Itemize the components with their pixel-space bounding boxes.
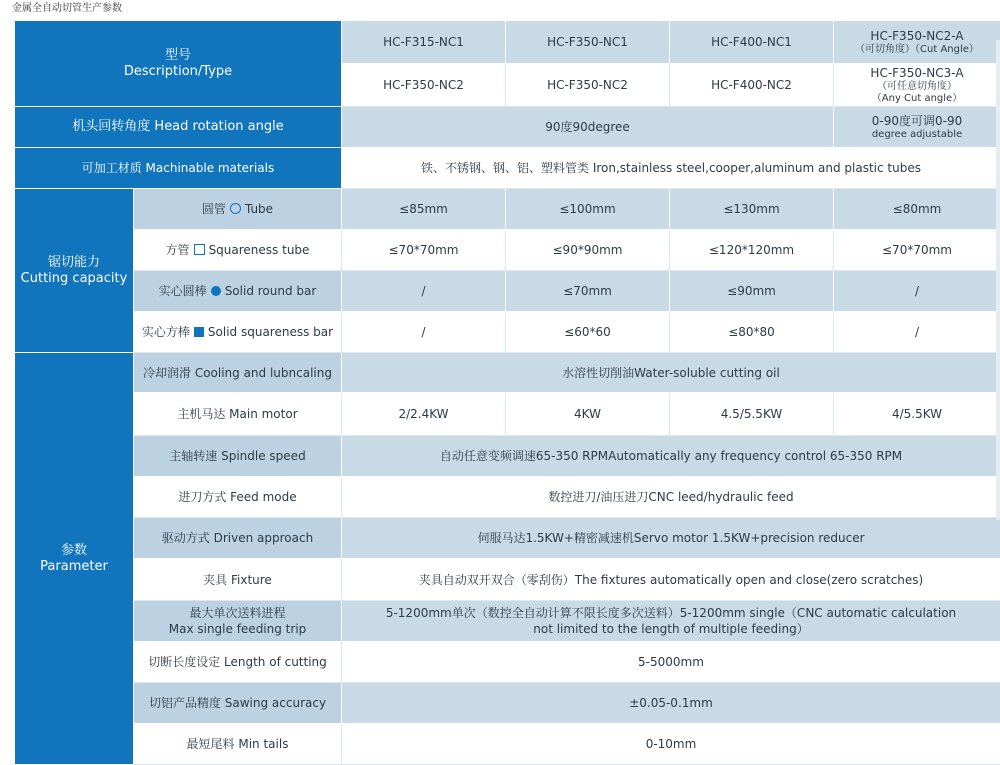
trip-label-en: Max single feeding trip <box>138 621 337 637</box>
tails-value: 0-10mm <box>342 724 1000 765</box>
model-label-cell <box>15 21 342 107</box>
trip-value-line2: not limited to the length of multiple feeding） <box>346 621 996 637</box>
cutting-group-cn: 锯切能力 <box>19 255 129 271</box>
motor-value: 4.5/5.5KW <box>670 393 834 436</box>
tails-label: 最短尾料 Min tails <box>134 724 342 765</box>
accuracy-value: ±0.05-0.1mm <box>342 683 1000 724</box>
cutting-row <box>15 312 1000 353</box>
spec-table-wrapper <box>14 20 1000 765</box>
spindle-label: 主轴转速 Spindle speed <box>134 436 342 477</box>
tails-row <box>15 724 1000 765</box>
materials-label: 可加工材质 Machinable materials <box>15 148 342 189</box>
rotation-value: 90度90degree <box>342 107 834 148</box>
cutting-label <box>134 189 342 230</box>
length-label: 切断长度设定 Length of cutting <box>134 642 342 683</box>
cooling-value: 水溶性切削油Water-soluble cutting oil <box>342 353 1000 393</box>
cutting-value: / <box>834 271 1000 312</box>
model-cell: HC-F315-NC1 <box>342 21 506 64</box>
cooling-label: 冷却润滑 Cooling and lubncaling <box>134 353 342 393</box>
cutting-label-en: Solid round bar <box>225 284 317 298</box>
cutting-value: ≤90*90mm <box>506 230 670 271</box>
model-cell: HC-F400-NC1 <box>670 21 834 64</box>
circle-outline-icon <box>230 203 241 214</box>
cutting-value: ≤100mm <box>506 189 670 230</box>
cutting-value: / <box>342 312 506 353</box>
cutting-value: ≤85mm <box>342 189 506 230</box>
cutting-row <box>15 271 1000 312</box>
cutting-label-en: Squareness tube <box>209 243 310 257</box>
accuracy-row <box>15 683 1000 724</box>
trip-row <box>15 601 1000 642</box>
parameter-group-en: Parameter <box>19 559 129 575</box>
model-cell: HC-F350-NC1 <box>506 21 670 64</box>
rotation-adjust-line2: degree adjustable <box>838 129 996 141</box>
motor-label: 主机马达 Main motor <box>134 393 342 436</box>
materials-row <box>15 148 1000 189</box>
length-value: 5-5000mm <box>342 642 1000 683</box>
rotation-row <box>15 107 1000 148</box>
motor-value: 4KW <box>506 393 670 436</box>
cutting-label-en: Solid squareness bar <box>208 325 333 339</box>
parameter-group-label <box>15 353 134 765</box>
feed-row <box>15 477 1000 518</box>
trip-label-cn: 最大单次送料进程 <box>138 605 337 621</box>
fixture-label: 夹具 Fixture <box>134 559 342 601</box>
cutting-value: ≤130mm <box>670 189 834 230</box>
cutting-value: ≤80mm <box>834 189 1000 230</box>
cutting-label-cn: 圆管 <box>202 202 226 216</box>
cutting-row <box>15 189 1000 230</box>
cooling-row <box>15 353 1000 393</box>
model-cell: HC-F350-NC2 <box>506 64 670 107</box>
accuracy-label: 切铝产品精度 Sawing accuracy <box>134 683 342 724</box>
scrollbar-edge[interactable] <box>996 40 1000 520</box>
cutting-label <box>134 230 342 271</box>
rotation-label: 机头回转角度 Head rotation angle <box>15 107 342 148</box>
cutting-label-cn: 实心圆棒 <box>159 284 207 298</box>
driven-row <box>15 518 1000 559</box>
document-title: 金属全自动切管生产参数 <box>12 2 122 16</box>
length-row <box>15 642 1000 683</box>
square-filled-icon <box>194 327 204 337</box>
model-cell-angle <box>834 21 1000 64</box>
cutting-label-cn: 实心方棒 <box>142 325 190 339</box>
driven-value: 伺服马达1.5KW+精密减速机Servo motor 1.5KW+precision reducer <box>342 518 1000 559</box>
cutting-value: ≤90mm <box>670 271 834 312</box>
model-note: （可任意切角度） <box>838 81 996 93</box>
model-note: （Any Cut angle） <box>838 93 996 105</box>
model-cell: HC-F400-NC2 <box>670 64 834 107</box>
cutting-label-en: Tube <box>245 202 273 216</box>
model-cell-angle <box>834 64 1000 107</box>
cutting-group-label <box>15 189 134 353</box>
cutting-label <box>134 312 342 353</box>
driven-label: 驱动方式 Driven approach <box>134 518 342 559</box>
trip-value-line1: 5-1200mm单次（数控全自动计算不限长度多次送料）5-1200mm single（CNC automatic calculation <box>346 605 996 621</box>
parameter-group-cn: 参数 <box>19 543 129 559</box>
fixture-value: 夹具自动双开双合（零刮伤）The fixtures automatically open and close(zero scratches) <box>342 559 1000 601</box>
cutting-value: ≤70mm <box>506 271 670 312</box>
motor-value: 4/5.5KW <box>834 393 1000 436</box>
cutting-value: ≤60*60 <box>506 312 670 353</box>
cutting-value: / <box>342 271 506 312</box>
model-name: HC-F350-NC3-A <box>838 65 996 81</box>
cutting-value: / <box>834 312 1000 353</box>
cutting-value: ≤80*80 <box>670 312 834 353</box>
rotation-adjust-line1: 0-90度可调0-90 <box>838 113 996 129</box>
square-outline-icon <box>194 244 205 255</box>
materials-value: 铁、不锈钢、钢、铝、塑料管类 Iron,stainless steel,cooper,aluminum and plastic tubes <box>342 148 1000 189</box>
motor-row <box>15 393 1000 436</box>
cutting-group-en: Cutting capacity <box>19 271 129 287</box>
feed-label: 进刀方式 Feed mode <box>134 477 342 518</box>
feed-value: 数控进刀/油压进刀CNC leed/hydraulic feed <box>342 477 1000 518</box>
model-note: （可切角度）（Cut Angle） <box>838 44 996 56</box>
trip-value <box>342 601 1000 642</box>
cutting-label-cn: 方管 <box>166 243 190 257</box>
motor-value: 2/2.4KW <box>342 393 506 436</box>
fixture-row <box>15 559 1000 601</box>
model-label-en: Description/Type <box>19 64 337 80</box>
cutting-row <box>15 230 1000 271</box>
spindle-row <box>15 436 1000 477</box>
spindle-value: 自动任意变频调速65-350 RPMAutomatically any frequency control 65-350 RPM <box>342 436 1000 477</box>
model-cell: HC-F350-NC2 <box>342 64 506 107</box>
model-name: HC-F350-NC2-A <box>838 28 996 44</box>
header-row-1 <box>15 21 1000 64</box>
cutting-value: ≤70*70mm <box>342 230 506 271</box>
cutting-value: ≤120*120mm <box>670 230 834 271</box>
trip-label <box>134 601 342 642</box>
circle-filled-icon <box>211 286 221 296</box>
model-label-cn: 型号 <box>19 48 337 64</box>
rotation-value-adjustable <box>834 107 1000 148</box>
spec-table <box>14 20 1000 765</box>
cutting-label <box>134 271 342 312</box>
cutting-value: ≤70*70mm <box>834 230 1000 271</box>
